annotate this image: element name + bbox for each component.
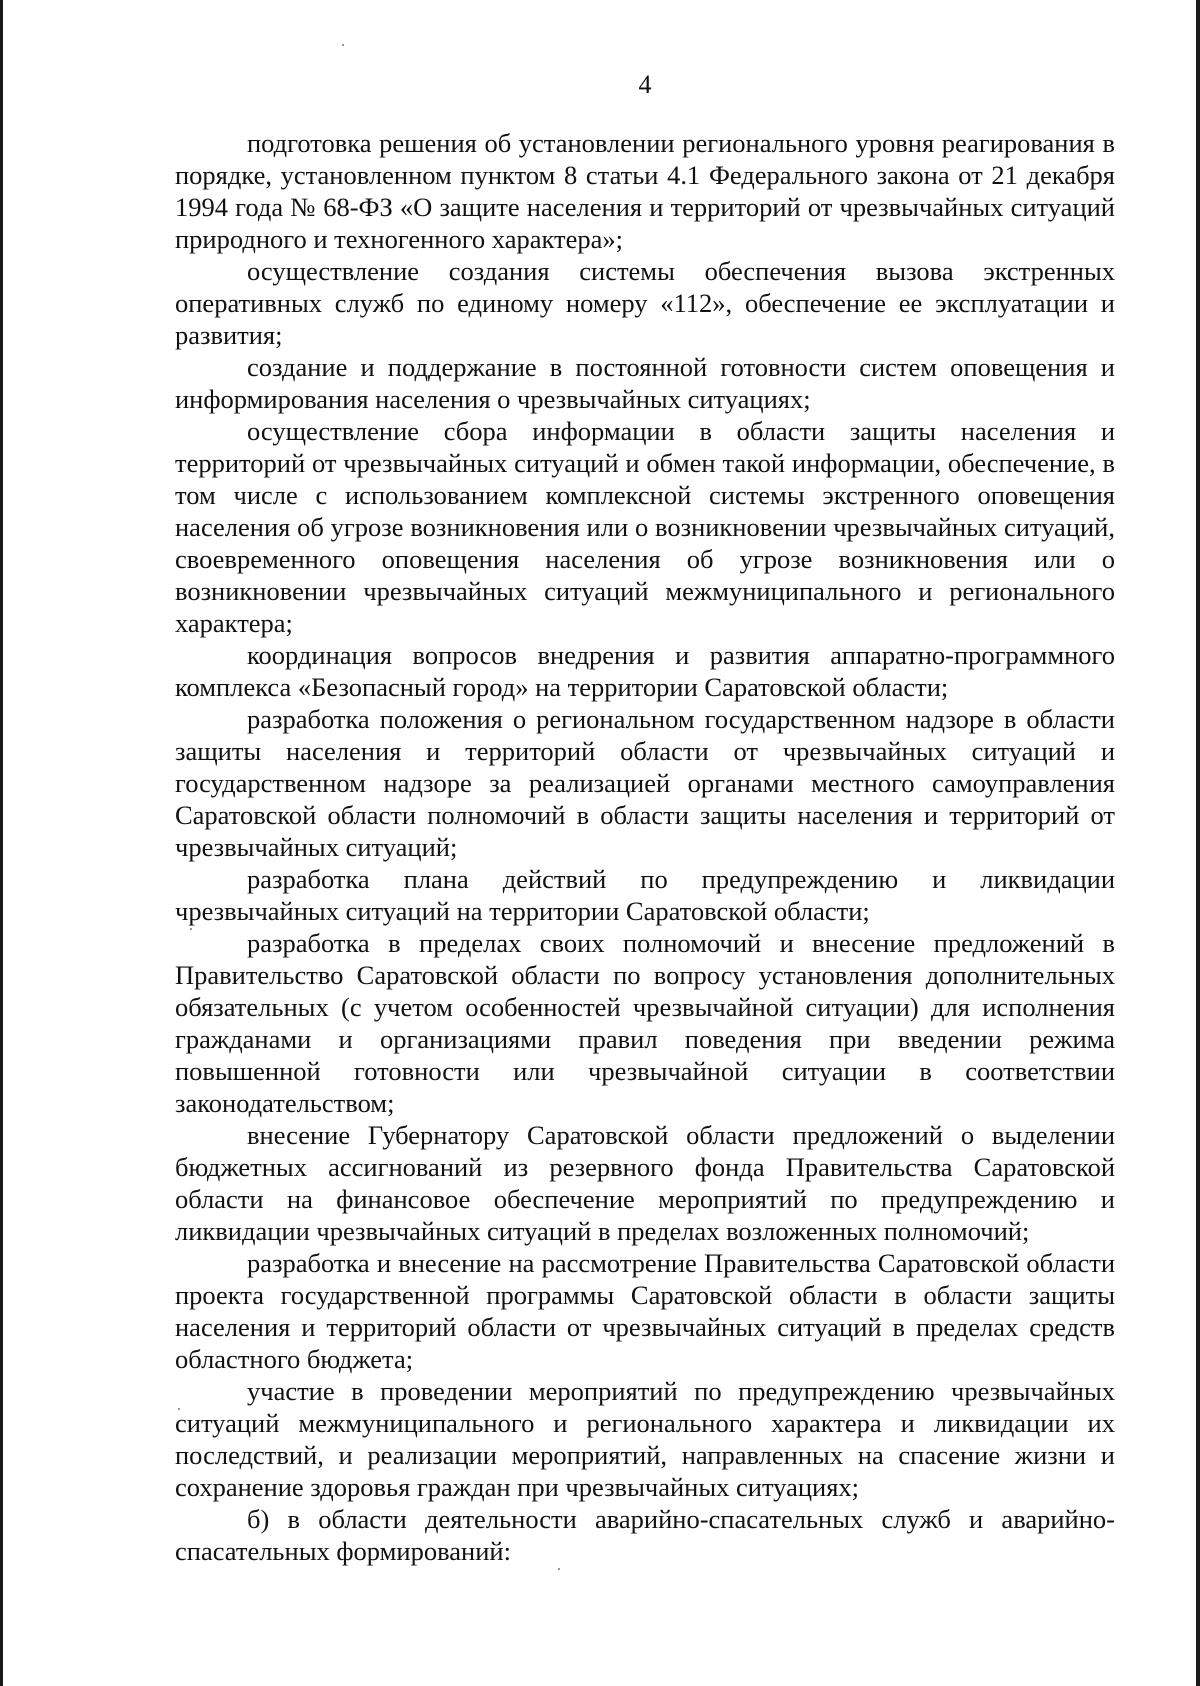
document-body <box>175 127 1115 1567</box>
paragraph: подготовка решения об установлении регионального уровня реагирования в порядке, установленном пунктом 8 статьи 4.1 Федерального закона от 21 декабря 1994 года № 68-ФЗ «О защите населения и территорий от чрезвычайных ситуаций природного и техногенного характера»; <box>175 128 1115 254</box>
paragraph: разработка плана действий по предупреждению и ликвидации чрезвычайных ситуаций на территории Саратовской области; <box>175 864 1115 926</box>
paragraph: внесение Губернатору Саратовской области предложений о выделении бюджетных ассигнований из резервного фонда Правительства Саратовской области на финансовое обеспечение мероприятий по предупреждению и ликвидации чрезвычайных ситуаций в пределах возложенных полномочий; <box>175 1120 1115 1246</box>
paragraph: осуществление создания системы обеспечения вызова экстренных оперативных служб по единому номеру «112», обеспечение ее эксплуатации и развития; <box>175 256 1115 350</box>
paragraph: осуществление сбора информации в области защиты населения и территорий от чрезвычайных ситуаций и обмен такой информации, обеспечение, в том числе с использованием комплексной системы экстренного оповещения населения об угрозе возникновения или о возникновении чрезвычайных ситуаций, своевременного оповещения населения об угрозе возникновения или о возникновении чрезвычайных ситуаций межмуниципального и регионального характера; <box>175 416 1115 638</box>
paragraph: разработка положения о региональном государственном надзоре в области защиты населения и территорий области от чрезвычайных ситуаций и государственном надзоре за реализацией органами местного самоуправления Саратовской области полномочий в области защиты населения и территорий от чрезвычайных ситуаций; <box>175 704 1115 862</box>
scan-speck <box>342 44 344 46</box>
scan-edge-left <box>0 0 3 1686</box>
paragraph: координация вопросов внедрения и развития аппаратно-программного комплекса «Безопасный город» на территории Саратовской области; <box>175 640 1115 702</box>
paragraph: разработка и внесение на рассмотрение Правительства Саратовской области проекта государственной программы Саратовской области в области защиты населения и территорий области от чрезвычайных ситуаций в пределах средств областного бюджета; <box>175 1248 1115 1374</box>
page-number: 4 <box>638 70 652 99</box>
paragraph: создание и поддержание в постоянной готовности систем оповещения и информирования населения о чрезвычайных ситуациях; <box>175 352 1115 414</box>
scan-edge-right <box>1196 0 1200 1686</box>
paragraph: разработка в пределах своих полномочий и внесение предложений в Правительство Саратовской области по вопросу установления дополнительных обязательных (с учетом особенностей чрезвычайной ситуации) для исполнения гражданами и организациями правил поведения при введении режима повышенной готовности или чрезвычайной ситуации в соответствии законодательством; <box>175 928 1115 1118</box>
paragraph: б) в области деятельности аварийно-спасательных служб и аварийно-спасательных формирований: <box>175 1504 1115 1566</box>
paragraph: участие в проведении мероприятий по предупреждению чрезвычайных ситуаций межмуниципального и регионального характера и ликвидации их последствий, и реализации мероприятий, направленных на спасение жизни и сохранение здоровья граждан при чрезвычайных ситуациях; <box>175 1376 1115 1502</box>
scan-speck <box>558 1568 560 1570</box>
